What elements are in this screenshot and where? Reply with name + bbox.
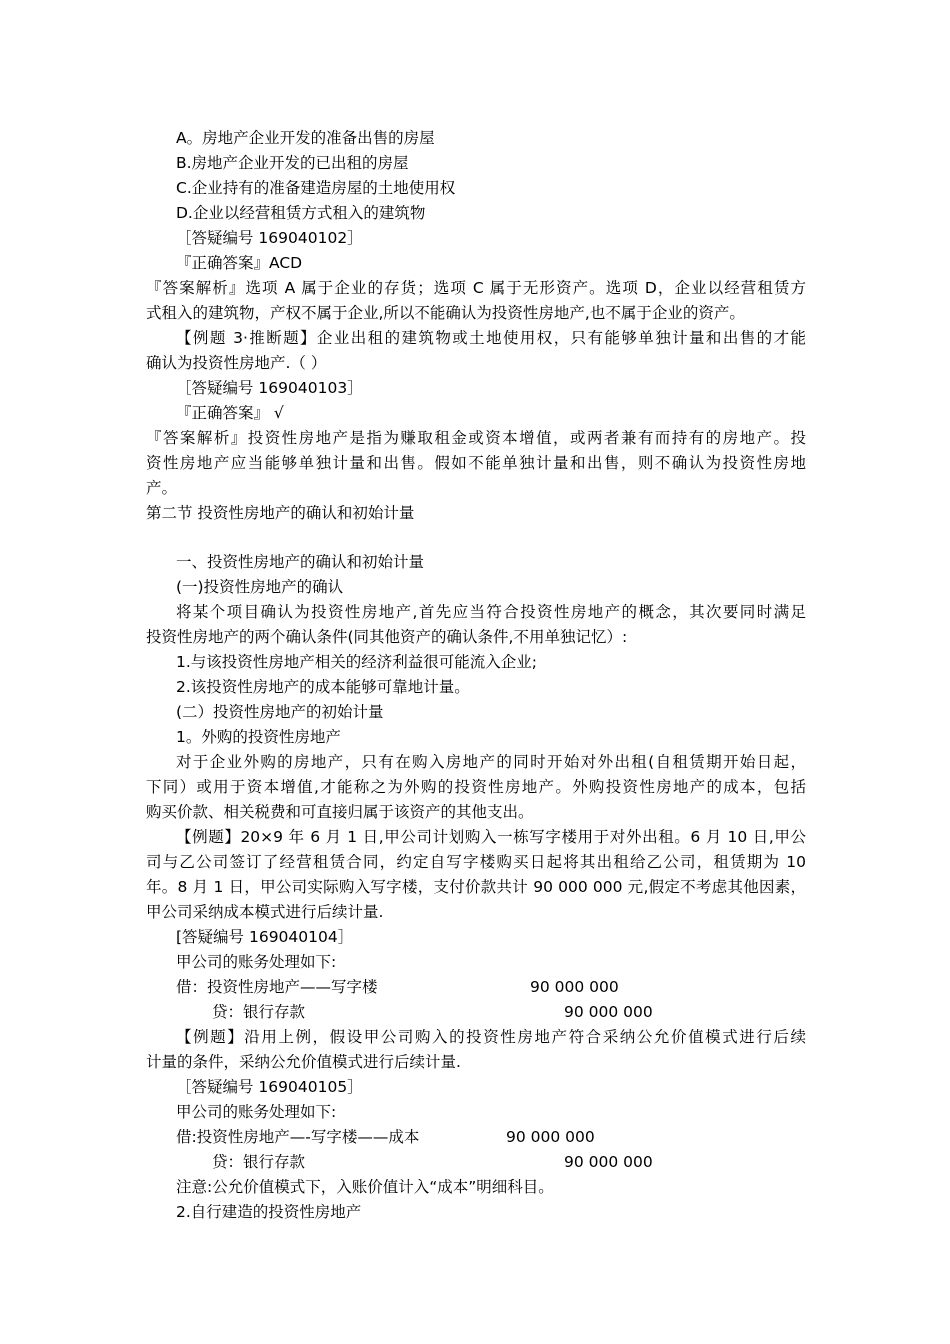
condition-item: 1.与该投资性房地产相关的经济利益很可能流入企业; [176, 653, 538, 671]
note-text: 注意:公允价值模式下，入账价值计入“成本”明细科目。 [176, 1178, 554, 1196]
question-reference: ［答疑编号 169040103］ [176, 379, 363, 397]
example-text-line: 【例题】20×9 年 6 月 1 日,甲公司计划购入一栋写字楼用于对外出租。6 月 10 日,甲公 [176, 828, 806, 846]
journal-intro: 甲公司的账务处理如下: [176, 953, 337, 971]
question-reference: ［答疑编号 169040102］ [176, 229, 363, 247]
heading-level-3: 1。外购的投资性房地产 [176, 728, 341, 746]
condition-item: 2.该投资性房地产的成本能够可靠地计量。 [176, 678, 470, 696]
heading-level-2: (二）投资性房地产的初始计量 [176, 703, 384, 721]
journal-credit-amount: 90 000 000 [564, 1153, 653, 1171]
journal-credit-account: 贷：银行存款 [212, 1003, 306, 1021]
option-b: B.房地产企业开发的已出租的房屋 [176, 154, 409, 172]
body-paragraph-line: 下同）或用于资本增值,才能称之为外购的投资性房地产。外购投资性房地产的成本，包括 [146, 778, 806, 796]
body-paragraph-line: 对于企业外购的房地产，只有在购入房地产的同时开始对外出租(自租赁期开始日起， [176, 753, 806, 771]
option-a: A。房地产企业开发的准备出售的房屋 [176, 129, 435, 147]
heading-level-1: 一、投资性房地产的确认和初始计量 [176, 553, 425, 571]
section-title: 第二节 投资性房地产的确认和初始计量 [146, 504, 415, 522]
answer-analysis-line: 『答案解析』投资性房地产是指为赚取租金或资本增值，或两者兼有而持有的房地产。投 [146, 429, 806, 447]
body-paragraph-line: 将某个项目确认为投资性房地产,首先应当符合投资性房地产的概念，其次要同时满足 [176, 603, 806, 621]
answer-analysis-line: 式租入的建筑物，产权不属于企业,所以不能确认为投资性房地产,也不属于企业的资产。 [146, 304, 745, 322]
example-question-stem: 确认为投资性房地产.（ ） [146, 354, 327, 372]
example-text-line: 司与乙公司签订了经营租赁合同，约定自写字楼购买日起将其出租给乙公司，租赁期为 10 [146, 853, 806, 871]
example-text-line: 甲公司采纳成本模式进行后续计量. [146, 903, 384, 921]
question-reference: ［答疑编号 169040105］ [176, 1078, 363, 1096]
example-text-line: 年。8 月 1 日，甲公司实际购入写字楼，支付价款共计 90 000 000 元,假定不考虑其他因素， [146, 878, 806, 896]
journal-credit-account: 贷：银行存款 [212, 1153, 306, 1171]
example-text-line: 计量的条件，采纳公允价值模式进行后续计量. [146, 1053, 461, 1071]
journal-intro: 甲公司的账务处理如下: [176, 1103, 337, 1121]
heading-level-3: 2.自行建造的投资性房地产 [176, 1203, 362, 1221]
correct-answer: 『正确答案』ACD [176, 254, 303, 272]
example-question-stem: 【例题 3·推断题】企业出租的建筑物或土地使用权，只有能够单独计量和出售的才能 [176, 329, 806, 347]
option-c: C.企业持有的准备建造房屋的土地使用权 [176, 179, 456, 197]
journal-debit-amount: 90 000 000 [506, 1128, 595, 1146]
journal-debit-account: 借：投资性房地产——写字楼 [176, 978, 378, 996]
answer-analysis-line: 资性房地产应当能够单独计量和出售。假如不能单独计量和出售，则不确认为投资性房地 [146, 454, 806, 472]
answer-analysis-line: 产。 [146, 479, 178, 497]
journal-debit-account: 借:投资性房地产—-写字楼——成本 [176, 1128, 420, 1146]
heading-level-2: (一)投资性房地产的确认 [176, 578, 344, 596]
option-d: D.企业以经营租赁方式租入的建筑物 [176, 204, 426, 222]
example-text-line: 【例题】沿用上例，假设甲公司购入的投资性房地产符合采纳公允价值模式进行后续 [176, 1028, 806, 1046]
journal-credit-amount: 90 000 000 [564, 1003, 653, 1021]
journal-debit-amount: 90 000 000 [530, 978, 619, 996]
question-reference: [答疑编号 169040104］ [176, 928, 354, 946]
answer-analysis-line: 『答案解析』选项 A 属于企业的存货；选项 C 属于无形资产。选项 D，企业以经营租赁方 [146, 279, 806, 297]
correct-answer: 『正确答案』 √ [176, 404, 284, 422]
body-paragraph-line: 购买价款、相关税费和可直接归属于该资产的其他支出。 [146, 803, 534, 821]
body-paragraph-line: 投资性房地产的两个确认条件(同其他资产的确认条件,不用单独记忆）: [146, 628, 628, 646]
